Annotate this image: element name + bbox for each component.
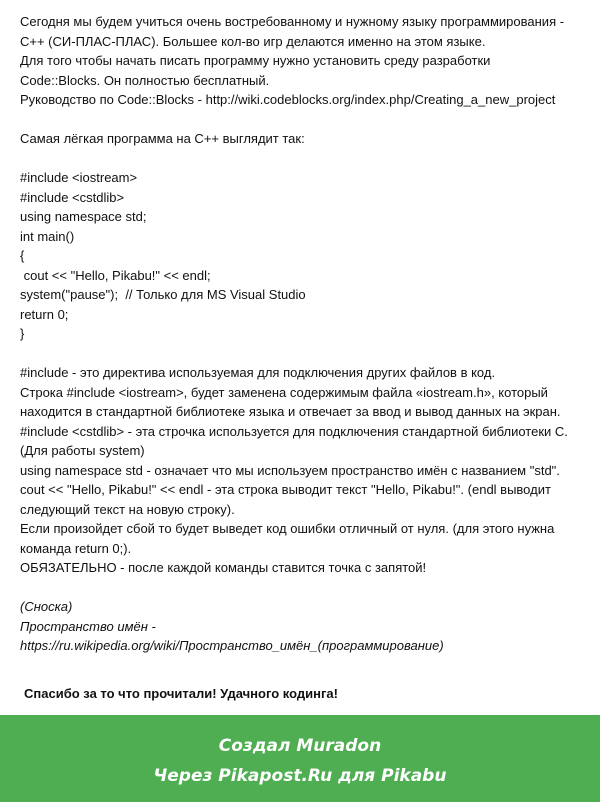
text-line: #include - это директива используемая для подключения других файлов в код. [20,365,496,380]
footnote-link: https://ru.wikipedia.org/wiki/Пространство_имён_(программирование) [20,638,444,653]
footnote-label: (Сноска) [20,599,73,614]
code-line: cout << "Hello, Pikabu!" << endl; [20,267,211,283]
spacer [20,149,592,169]
footnote-term: Пространство имён - [20,618,156,634]
codeblocks-guide-link: Руководство по Code::Blocks - http://wiki.codeblocks.org/index.php/Creating_a_new_project [20,92,556,107]
footer-source: Через Pikapost.Ru для Pikabu [153,766,447,786]
intro-paragraph [20,12,592,110]
text-line: Для того чтобы начать писать программу нужно установить среду разработки [20,53,491,68]
article-body [20,12,592,656]
text-line: Code::Blocks. Он полностью бесплатный. [20,72,270,88]
footer-author: Создал Muradon [218,736,382,756]
text-line: Если произойдет сбой то будет выведет код ошибки отличный от нуля. (для этого нужна [20,521,555,536]
text-line: С++ (СИ-ПЛАС-ПЛАС). Большее кол-во игр делаются именно на этом языке. [20,33,486,49]
text-line: следующий текст на новую строку). [20,501,235,517]
spacer [20,344,592,364]
explanation-paragraph [20,363,592,578]
text-line: Сегодня мы будем учиться очень востребованному и нужному языку программирования - [20,14,565,29]
code-line: system("pause"); // Только для MS Visual Studio [20,287,306,302]
code-line: } [20,326,25,341]
code-line: return 0; [20,306,69,322]
code-line: using namespace std; [20,209,147,224]
text-line: ОБЯЗАТЕЛЬНО - после каждой команды ставится точка с запятой! [20,560,427,575]
footnote [20,597,592,656]
spacer [20,110,592,130]
text-line: команда return 0;). [20,540,132,556]
spacer [20,578,592,598]
thanks-message: Спасибо за то что прочитали! Удачного кодинга! [24,686,338,701]
code-line: #include <cstdlib> [20,189,125,205]
section-heading: Самая лёгкая программа на С++ выглядит так: [20,131,305,146]
text-line: находится в стандартной библиотеке языка и отвечает за ввод и вывод данных на экран. [20,404,561,419]
text-line: #include <cstdlib> - эта строчка используется для подключения стандартной библиотеки С. [20,423,568,439]
code-line: int main() [20,228,75,244]
text-line: Строка #include <iostream>, будет заменена содержимым файла «iostream.h», который [20,384,548,400]
code-line: #include <iostream> [20,170,138,185]
text-line: (Для работы system) [20,443,145,458]
code-listing [20,168,592,344]
text-line: using namespace std - означает что мы используем пространство имён с названием "std". [20,462,560,478]
code-line: { [20,248,25,263]
text-line: cout << "Hello, Pikabu!" << endl - эта строка выводит текст "Hello, Pikabu!". (endl выводит [20,482,551,497]
footer-banner [0,715,600,802]
